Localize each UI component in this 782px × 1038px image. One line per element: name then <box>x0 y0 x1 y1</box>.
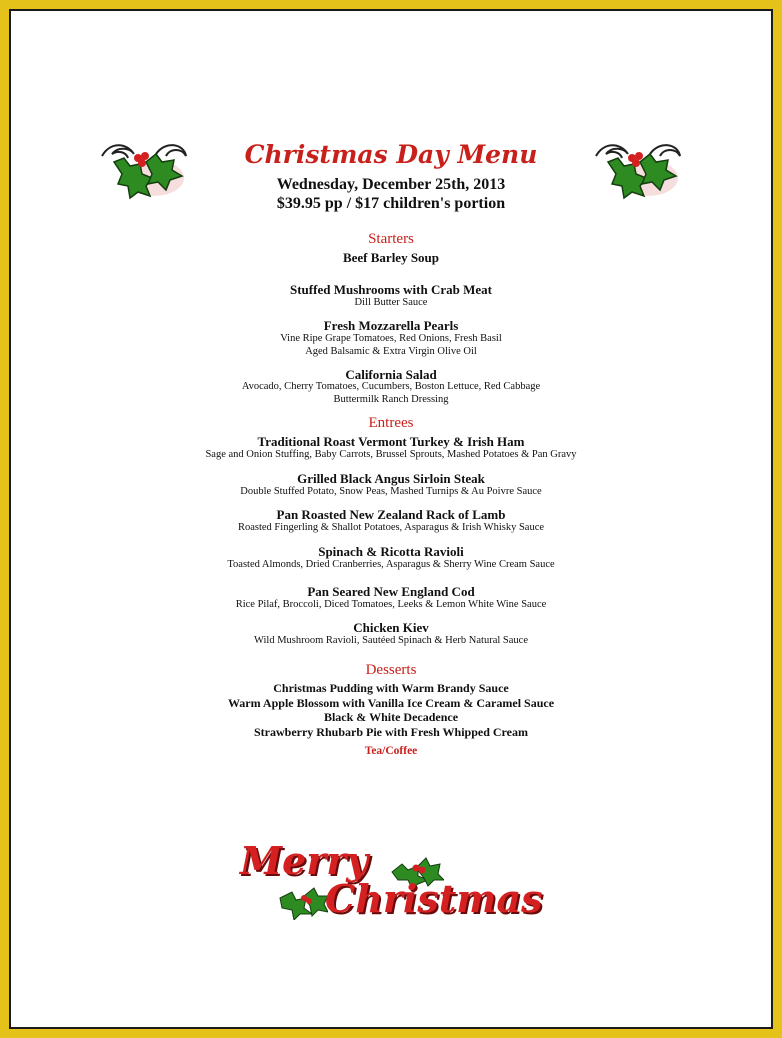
dish-description: Wild Mushroom Ravioli, Sautéed Spinach & Herb Natural Sauce <box>254 635 528 646</box>
dish-description: Rice Pilaf, Broccoli, Diced Tomatoes, Leeks & Lemon White Wine Sauce <box>235 599 547 610</box>
merry-christmas-graphic <box>230 838 550 928</box>
section-heading-desserts: Desserts <box>365 662 417 678</box>
dessert-item: Strawberry Rhubarb Pie with Fresh Whipped Cream <box>253 725 528 739</box>
dessert-item: Warm Apple Blossom with Vanilla Ice Cream & Caramel Sauce <box>227 696 555 710</box>
dish-name: Fresh Mozzarella Pearls <box>323 318 459 333</box>
dish-name: Chicken Kiev <box>353 620 429 635</box>
dish-name: Pan Seared New England Cod <box>307 584 475 599</box>
dish-description: Toasted Almonds, Dried Cranberries, Asparagus & Sherry Wine Cream Sauce <box>227 559 555 570</box>
dish-name: California Salad <box>345 367 437 382</box>
dish-name: Beef Barley Soup <box>342 250 440 265</box>
section-heading-entrees: Entrees <box>368 415 414 431</box>
dish-description: Roasted Fingerling & Shallot Potatoes, Asparagus & Irish Whisky Sauce <box>237 522 545 533</box>
dish-name: Grilled Black Angus Sirloin Steak <box>297 471 485 486</box>
holly-sprig-icon <box>278 886 328 920</box>
section-heading-starters: Starters <box>368 231 414 247</box>
dessert-item: Christmas Pudding with Warm Brandy Sauce <box>273 681 509 695</box>
greeting-merry: Merry <box>240 838 369 883</box>
menu-title: Christmas Day Menu <box>244 140 538 169</box>
dish-description: Buttermilk Ranch Dressing <box>333 394 449 405</box>
greeting-christmas: Christmas <box>325 876 543 921</box>
menu-date: Wednesday, December 25th, 2013 <box>276 176 506 193</box>
dish-name: Traditional Roast Vermont Turkey & Irish Ham <box>257 434 525 449</box>
dish-description: Sage and Onion Stuffing, Baby Carrots, Brussel Sprouts, Mashed Potatoes & Pan Gravy <box>205 449 577 460</box>
dish-description: Vine Ripe Grape Tomatoes, Red Onions, Fresh Basil <box>280 333 502 344</box>
dish-description: Avocado, Cherry Tomatoes, Cucumbers, Boston Lettuce, Red Cabbage <box>241 381 541 392</box>
beverage-line: Tea/Coffee <box>364 745 418 757</box>
dish-name: Spinach & Ricotta Ravioli <box>318 544 464 559</box>
menu-price: $39.95 pp / $17 children's portion <box>276 195 506 212</box>
dish-description: Dill Butter Sauce <box>354 297 428 308</box>
dish-name: Stuffed Mushrooms with Crab Meat <box>290 282 492 297</box>
dish-name: Pan Roasted New Zealand Rack of Lamb <box>276 507 506 522</box>
dish-description: Double Stuffed Potato, Snow Peas, Mashed Turnips & Au Poivre Sauce <box>240 486 542 497</box>
dessert-item: Black & White Decadence <box>323 710 459 724</box>
dish-description: Aged Balsamic & Extra Virgin Olive Oil <box>305 346 477 357</box>
